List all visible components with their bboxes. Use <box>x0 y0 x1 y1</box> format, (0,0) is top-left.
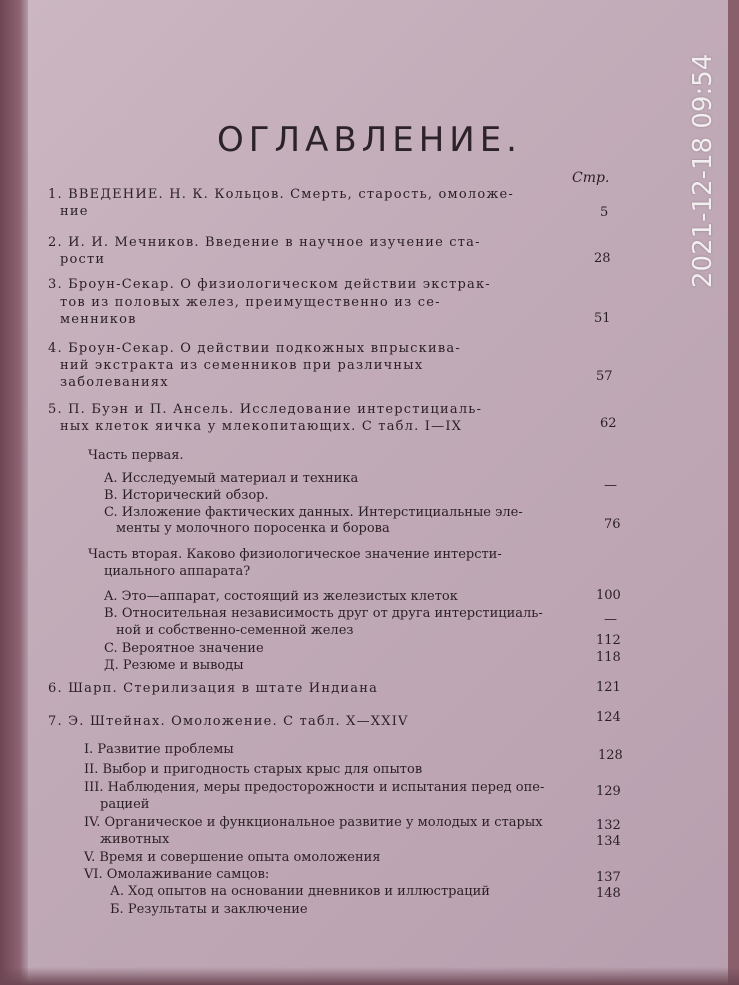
part-1-item-c-line-1: C. Изложение фактических данных. Интерстициальные эле- <box>104 505 523 520</box>
toc-entry-3-page: 51 <box>594 311 611 326</box>
toc-entry-6-page: 121 <box>596 680 621 695</box>
part-2-item-d-page: 118 <box>596 650 621 665</box>
page-column-header: Стр. <box>572 170 610 186</box>
steinach-item-4-line-1: IV. Органическое и функциональное развитие у молодых и старых <box>84 815 543 830</box>
steinach-item-6b: Б. Результаты и заключение <box>110 902 308 917</box>
toc-entry-5-line-1: 5. П. Буэн и П. Ансель. Исследование интерстициаль- <box>48 402 483 417</box>
toc-entry-6: 6. Шарп. Стерилизация в штате Индиана <box>48 681 379 696</box>
steinach-item-1: I. Развитие проблемы <box>84 742 234 757</box>
part-2-item-b-line-2: ной и собственно-семенной желез <box>116 623 354 638</box>
steinach-item-6a: А. Ход опытов на основании дневников и иллюстраций <box>110 884 490 899</box>
part-2-heading-line-1: Часть вторая. Каково физиологическое значение интерсти- <box>88 547 502 562</box>
steinach-item-4-line-2: животных <box>100 832 170 847</box>
steinach-item-3-line-1: III. Наблюдения, меры предосторожности и испытания перед опе- <box>84 780 545 795</box>
toc-entry-7: 7. Э. Штейнах. Омоложение. С табл. X—XXIV <box>48 714 409 729</box>
toc-entry-4-line-1: 4. Броун-Секар. О действии подкожных впрыскива- <box>48 341 461 356</box>
part-1-item-c-page: 76 <box>604 517 621 532</box>
part-2-item-b-line-1: B. Относительная независимость друг от друга интерстициаль- <box>104 606 543 621</box>
steinach-item-4-page: 132 <box>596 818 621 833</box>
toc-entry-3-line-1: 3. Броун-Секар. О физиологическом действии экстрак- <box>48 277 491 292</box>
steinach-item-6: VI. Омолаживание самцов: <box>84 867 270 882</box>
part-2-item-c-page: 112 <box>596 633 621 648</box>
part-1-heading: Часть первая. <box>88 448 184 463</box>
part-1-item-b: B. Исторический обзор. <box>104 488 269 503</box>
steinach-item-5: V. Время и совершение опыта омоложения <box>84 850 381 865</box>
steinach-item-6b-page: 148 <box>596 886 621 901</box>
part-1-item-b-page: — <box>604 478 617 493</box>
toc-entry-5-page: 62 <box>600 416 617 431</box>
toc-entry-4-page: 57 <box>596 369 613 384</box>
page-bottom-shadow <box>0 967 739 985</box>
part-2-heading-line-2: циального аппарата? <box>104 564 251 579</box>
toc-entry-7-page: 124 <box>596 710 621 725</box>
toc-entry-3-line-3: менников <box>60 312 137 327</box>
part-2-item-a: A. Это—аппарат, состоящий из железистых клеток <box>104 589 458 604</box>
steinach-item-5-page: 134 <box>596 834 621 849</box>
part-2-item-d: Д. Резюме и выводы <box>104 658 244 673</box>
page-title: ОГЛАВЛЕНИЕ. <box>217 120 522 160</box>
steinach-item-3-page: 129 <box>596 784 621 799</box>
toc-entry-5-line-2: ных клеток яичка у млекопитающих. С табл. I—IX <box>60 419 463 434</box>
part-1-item-c-line-2: менты у молочного поросенка и борова <box>116 521 390 536</box>
toc-entry-2-line-2: рости <box>60 252 106 267</box>
part-2-item-c: C. Вероятное значение <box>104 641 264 656</box>
toc-entry-4-line-2: ний экстракта из семенников при различных <box>60 358 424 373</box>
toc-entry-1-page: 5 <box>600 205 609 220</box>
steinach-item-1-page: 128 <box>598 748 623 763</box>
toc-entry-3-line-2: тов из половых желез, преимущественно из се- <box>60 295 441 310</box>
toc-entry-1-line-2: ние <box>60 204 89 219</box>
toc-entry-4-line-3: заболеваниях <box>60 375 169 390</box>
toc-entry-1-line-1: 1. ВВЕДЕНИЕ. Н. К. Кольцов. Смерть, старость, омоложе- <box>48 187 515 202</box>
toc-entry-2-line-1: 2. И. И. Мечников. Введение в научное изучение ста- <box>48 235 481 250</box>
steinach-item-6a-page: 137 <box>596 870 621 885</box>
part-2-item-a-page: 100 <box>596 588 621 603</box>
part-2-item-b-page: — <box>604 612 617 627</box>
steinach-item-3-line-2: рацией <box>100 797 150 812</box>
steinach-item-2: II. Выбор и пригодность старых крыс для опытов <box>84 762 423 777</box>
toc-entry-2-page: 28 <box>594 251 611 266</box>
part-1-item-a: A. Исследуемый материал и техника <box>104 471 359 486</box>
photo-timestamp: 2021-12-18 09:54 <box>688 53 718 288</box>
